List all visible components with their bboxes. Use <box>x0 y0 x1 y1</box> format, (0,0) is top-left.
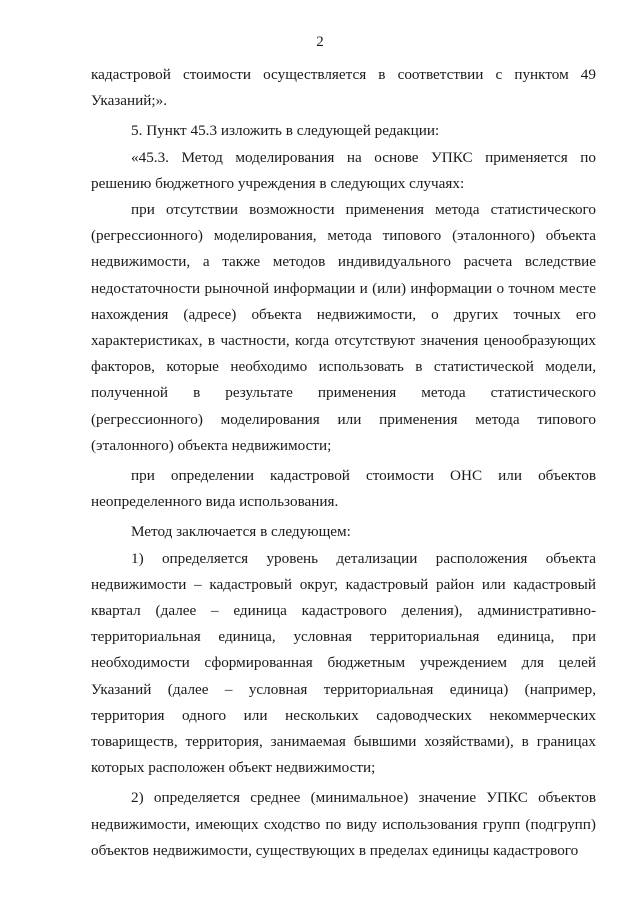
paragraph-item-5: 5. Пункт 45.3 изложить в следующей редакции: <box>131 122 440 140</box>
paragraph-case-1: при отсутствии возможности применения метода статистического (регрессионного) моделирования, метода типового (эталонного) объекта недвижимости, а также методов индивидуального расчета вследствие недостаточности рыночной информации и (или) информации о точном месте нахождения (адресе) объекта недвижимости, о других точных его характеристиках, в частности, когда отсутствуют значения ценообразующих факторов, которые необходимо использовать в статистической модели, полученной в результате применения метода статистического (регрессионного) моделирования или применения метода типового (эталонного) объекта недвижимости; <box>91 201 596 454</box>
document-body <box>91 62 596 864</box>
paragraph-45-3: «45.3. Метод моделирования на основе УПКС применяется по решению бюджетного учреждения в следующих случаях: <box>91 148 596 192</box>
paragraph-case-2: при определении кадастровой стоимости ОНС или объектов неопределенного вида использования. <box>91 467 596 511</box>
paragraph-continuation: кадастровой стоимости осуществляется в соответствии с пунктом 49 Указаний;». <box>91 66 596 110</box>
paragraph-step-2: 2) определяется среднее (минимальное) значение УПКС объектов недвижимости, имеющих сходство по виду использования групп (подгрупп) объектов недвижимости, существующих в пределах единицы кадастрового <box>91 789 596 859</box>
paragraph-method-intro: Метод заключается в следующем: <box>131 523 351 541</box>
paragraph-step-1: 1) определяется уровень детализации расположения объекта недвижимости – кадастровый округ, кадастровый район или кадастровый квартал (далее – единица кадастрового деления), административно-территориальная единица, условная территориальная единица, при необходимости сформированная бюджетным учреждением для целей Указаний (далее – условная территориальная единица) (например, территория одного или нескольких садоводческих некоммерческих товариществ, территория, занимаемая бывшими хозяйствами), в границах которых расположен объект недвижимости; <box>91 549 596 777</box>
page-number: 2 <box>316 34 324 50</box>
